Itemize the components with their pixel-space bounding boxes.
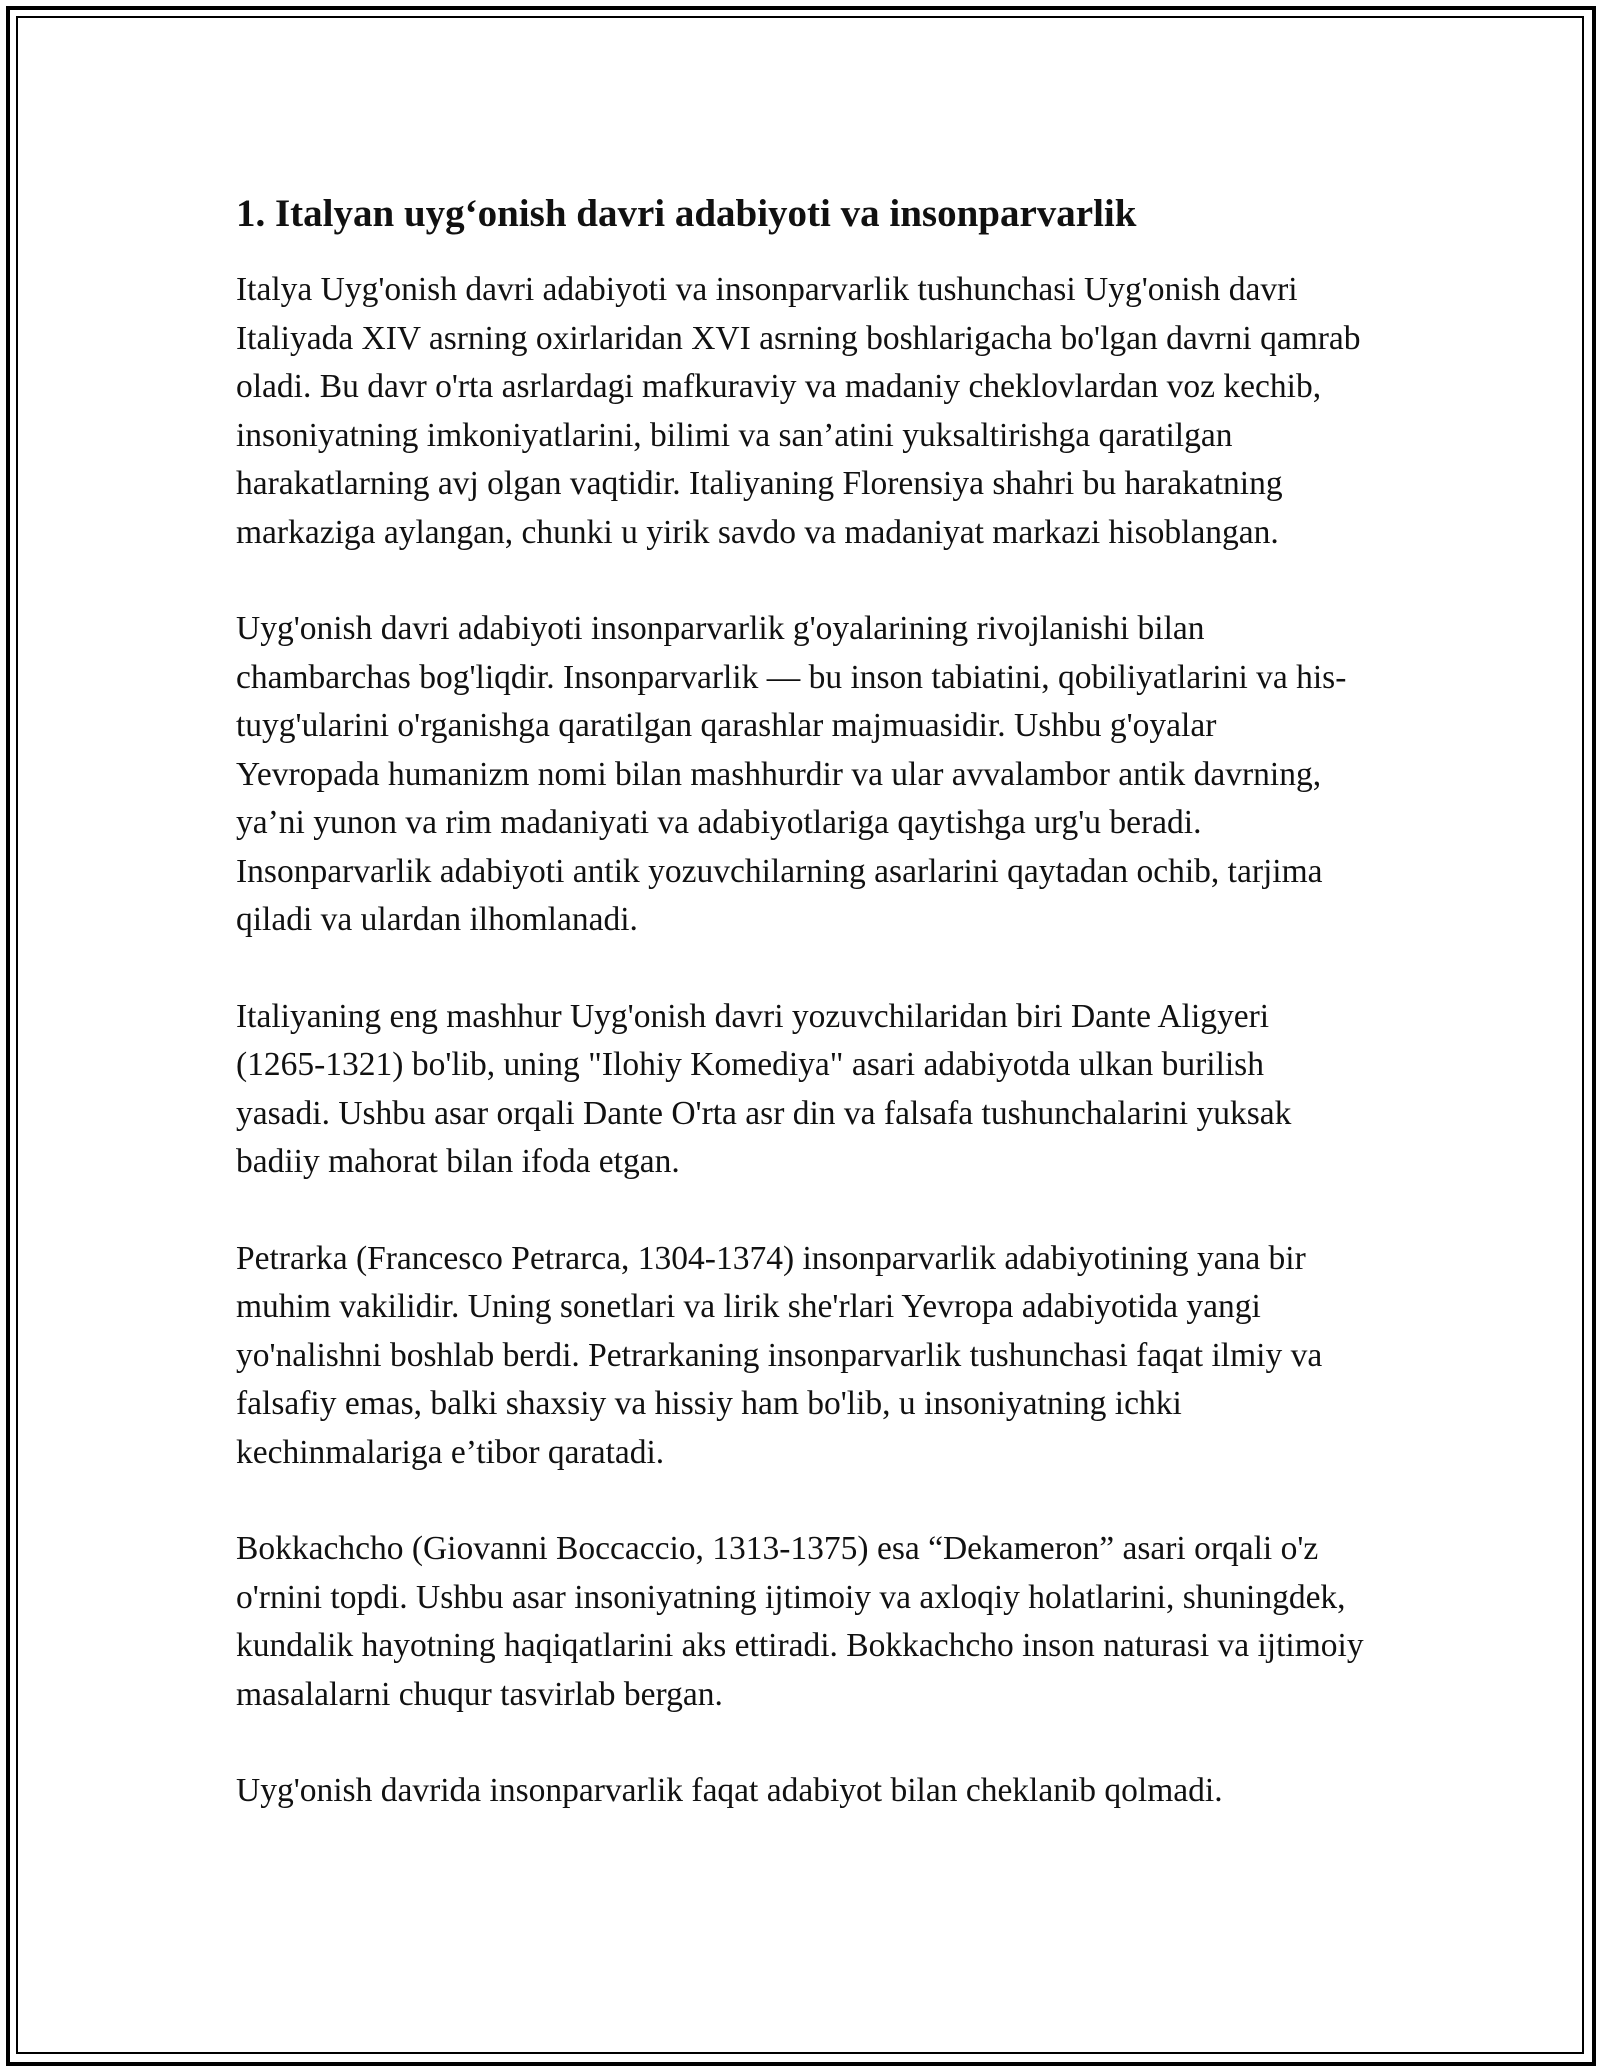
paragraph-dante: Italiyaning eng mashhur Uyg'onish davri yozuvchilaridan biri Dante Aligyeri (1265-1321) bo'lib, uning "Ilohiy Komediya" asari adabiyotda ulkan burilish yasadi. Ushbu asar orqali Dante O'rta asr din va falsafa tushunchalarini yuksak badiiy mahorat bilan ifoda etgan. bbox=[236, 997, 1292, 1180]
paragraph-intro: Italya Uyg'onish davri adabiyoti va insonparvarlik tushunchasi Uyg'onish davri Italiyada XIV asrning oxirlaridan XVI asrning boshlarigacha bo'lgan davrni qamrab oladi. Bu davr o'rta asrlardagi mafkuraviy va madaniy cheklovlardan voz kechib, insoniyatning imkoniyatlarini, bilimi va san’atini yuksaltirishga qaratilgan harakatlarning avj olgan vaqtidir. Italiyaning Florensiya shahri bu harakatning markaziga aylangan, chunki u yirik savdo va madaniyat markazi hisoblangan. bbox=[236, 271, 1361, 551]
paragraph-petrarca: Petrarka (Francesco Petrarca, 1304-1374) insonparvarlik adabiyotining yana bir muhim vakilidir. Uning sonetlari va lirik she'rlari Yevropa adabiyotida yangi yo'nalishni boshlab berdi. Petrarkaning insonparvarlik tushunchasi faqat ilmiy va falsafiy emas, balki shaxsiy va hissiy ham bo'lib, u insoniyatning ichki kechinmalariga e’tibor qaratadi. bbox=[236, 1239, 1323, 1471]
paragraph-boccaccio: Bokkachcho (Giovanni Boccaccio, 1313-1375) esa “Dekameron” asari orqali o'z o'rnini topdi. Ushbu asar insoniyatning ijtimoiy va axloqiy holatlarini, shuningdek, kundalik hayotning haqiqatlarini aks ettiradi. Bokkachcho inson naturasi va ijtimoiy masalalarni chuqur tasvirlab bergan. bbox=[236, 1530, 1364, 1713]
document-title: 1. Italyan uyg‘onish davri adabiyoti va insonparvarlik bbox=[236, 192, 1137, 235]
paragraph-closing: Uyg'onish davrida insonparvarlik faqat adabiyot bilan cheklanib qolmadi. bbox=[236, 1772, 1223, 1809]
paragraph-humanism: Uyg'onish davri adabiyoti insonparvarlik g'oyalarining rivojlanishi bilan chambarchas bog'liqdir. Insonparvarlik — bu inson tabiatini, qobiliyatlarini va his-tuyg'ularini o'rganishga qaratilgan qarashlar majmuasidir. Ushbu g'oyalar Yevropada humanizm nomi bilan mashhurdir va ular avvalambor antik davrning, ya’ni yunon va rim madaniyati va adabiyotlariga qaytishga urg'u beradi. Insonparvarlik adabiyoti antik yozuvchilarning asarlarini qaytadan ochib, tarjima qiladi va ulardan ilhomlanadi. bbox=[236, 610, 1347, 938]
document-body bbox=[236, 188, 1366, 1864]
